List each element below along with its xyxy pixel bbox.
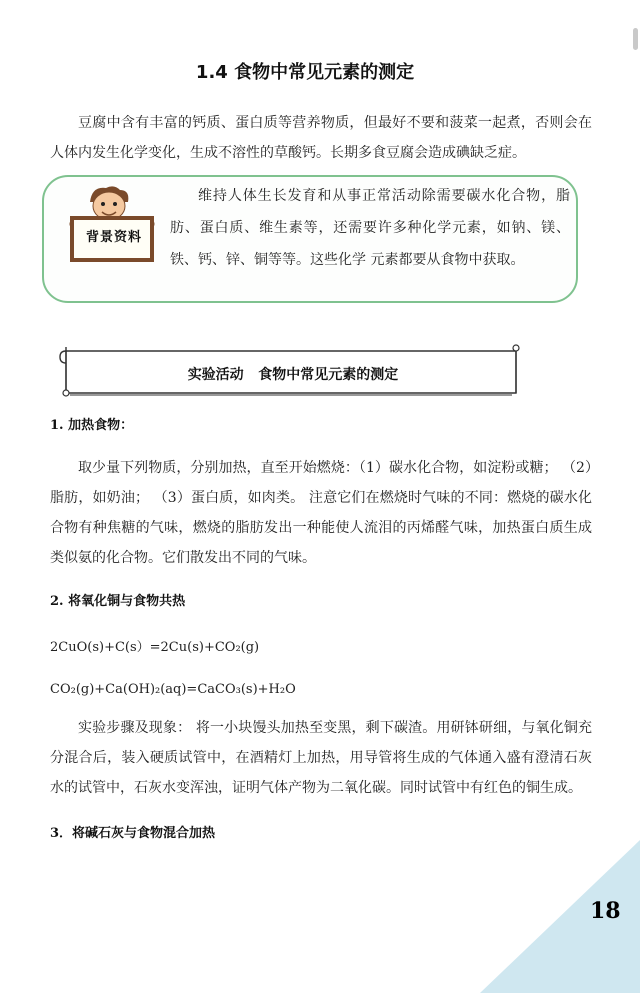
background-label: 背景资料 bbox=[85, 230, 142, 245]
section-2-text: 实验步骤及现象： 将一小块馒头加热至变黑，剩下碳渣。用研钵研细，与氧化铜充分混合后，装入硬质试管中，在酒精灯上加热，用导管将生成的气体通入盛有澄清石灰水的试管中，石灰水变浑浊，证明气体产物为二氧化碳。同时试管中有红色的铜生成。 bbox=[50, 720, 592, 796]
equation-2: CO₂(g)+Ca(OH)₂(aq)=CaCO₃(s)+H₂O bbox=[50, 682, 296, 697]
page-number: 18 bbox=[590, 898, 621, 924]
page-title: 1.4 食物中常见元素的测定 bbox=[195, 62, 415, 83]
scrollbar[interactable] bbox=[633, 28, 638, 50]
equation-1: 2CuO(s)+C(s）=2Cu(s)+CO₂(g) bbox=[50, 640, 260, 655]
section-1-heading: 1. 加热食物： bbox=[50, 418, 134, 433]
cartoon-boy-icon bbox=[62, 184, 162, 264]
section-3-heading: 3．将碱石灰与食物混合加热 bbox=[50, 826, 216, 841]
section-1-text: 取少量下列物质，分别加热，直至开始燃烧：（1）碳水化合物，如淀粉或糖； （2）脂肪，如奶油； （3）蛋白质，如肉类。 注意它们在燃烧时气味的不同：燃烧的碳水化合物有种焦糖的气味，燃烧的脂肪发出一种能使人流泪的丙烯醛气味，加热蛋白质生成类似氨的化合物。它们散发出不同的气味。 bbox=[50, 460, 592, 566]
activity-banner-title: 实验活动 食物中常见元素的测定 bbox=[187, 367, 399, 383]
background-text: 维持人体生长发育和从事正常活动除需要碳水化合物，脂肪、蛋白质、维生素等，还需要许多种化学元素，如钠、镁、铁、钙、锌、铜等等。这些化学 元素都要从食物中获取。 bbox=[170, 188, 570, 268]
intro-paragraph: 豆腐中含有丰富的钙质、蛋白质等营养物质，但最好不要和菠菜一起煮，否则会在人体内发生化学变化，生成不溶性的草酸钙。长期多食豆腐会造成碘缺乏症。 bbox=[50, 115, 592, 161]
section-2-heading: 2. 将氧化铜与食物共热 bbox=[50, 594, 186, 609]
